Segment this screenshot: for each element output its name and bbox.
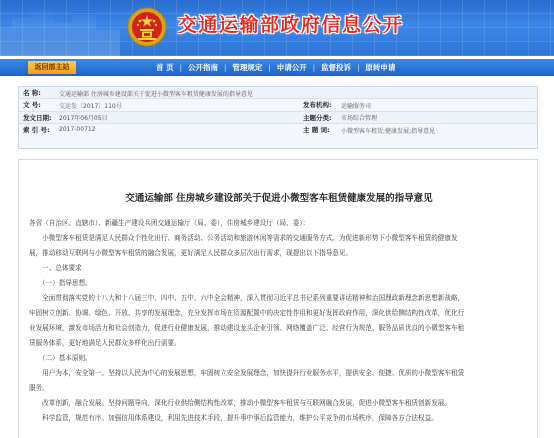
meta-value-keywords: 小微型客车租赁;健康发展;指导意见: [341, 127, 436, 135]
nav-item-apply[interactable]: 申请公开: [276, 63, 307, 72]
return-home-link[interactable]: 返回部主站: [28, 61, 76, 74]
nav-separator: |: [312, 63, 316, 72]
meta-value-topic: 市场综合管理: [341, 115, 378, 123]
nav-item-complaints[interactable]: 监督投诉: [321, 63, 352, 72]
nav-separator: |: [179, 63, 182, 72]
article-paragraph: 小微型客车租赁是满足人民群众个性化出行、商务活动、公务活动和旅游休闲等需求的交通服务方式。为促进新形势下小微型客车租赁的健康发: [29, 234, 458, 242]
nav-separator: |: [357, 63, 360, 72]
article-paragraph: 业发展环境，激发市场活力和社会创造力，促进行业健康发展，推动建设龙头企业引领、网络覆盖广泛、经营行为规范、服务品质优良的小微型客车租: [29, 324, 465, 332]
meta-row-name: [19, 87, 537, 99]
article-paragraph: 全面贯彻落实党的十八大和十八届三中、四中、五中、六中全会精神，深入贯彻习近平总书记系列重要讲话精神和治国理政新理念新思想新战略，: [29, 294, 465, 302]
meta-value-issuer: 运输服务司: [341, 102, 372, 110]
document-meta-table: [18, 86, 538, 149]
article-paragraph: 展，推动移动互联网与小微型客车租赁的融合发展，更好满足人民群众多层次出行需求，现提出以下指导意见。: [29, 249, 353, 257]
meta-label-name: 名 称:: [23, 89, 41, 97]
article-paragraph: 各省（自治区、直辖市）、新疆生产建设兵团交通运输厅（局、委），住房城乡建设厅（局、委）：: [29, 219, 310, 227]
meta-row-docno: [19, 99, 537, 111]
nav-separator: |: [223, 63, 227, 72]
meta-label-keywords: 主 题 词:: [303, 126, 330, 135]
nav-items: [150, 59, 401, 76]
article-paragraph: 赁服务体系，更好地满足人民群众多样化出行需要。: [29, 339, 181, 347]
article-paragraph: 改革创新，融合发展。坚持问题导向，深化行业供给侧结构性改革，推动小微型客车租赁与互联网融合发展，促进小微型客车租赁创新发展。: [29, 399, 451, 407]
meta-row-index: [19, 124, 537, 136]
site-title: 交通运输部政府信息公开: [178, 14, 404, 36]
article-paragraph: （二）基本原则。: [29, 354, 92, 362]
nav-item-home[interactable]: 首 页: [156, 63, 174, 72]
meta-label-index: 索 引 号:: [23, 126, 50, 135]
meta-label-issuer: 发布机构:: [303, 101, 332, 110]
meta-label-date: 发文日期:: [23, 113, 52, 122]
article-paragraph: 科学监管，规范有序。加强信用体系建设，利用先进技术手段，提升事中事后监管能力，维护公平竞争的市场秩序，保障各方合法权益。: [29, 414, 438, 422]
meta-row-date: [19, 112, 537, 124]
nav-item-regulations[interactable]: 管理规定: [232, 63, 263, 72]
meta-value-docno: 交运发〔2017〕110号: [59, 102, 122, 110]
nav-separator: |: [268, 63, 271, 72]
meta-value-date: 2017年06月05日: [59, 115, 108, 123]
national-emblem-icon: [127, 7, 167, 47]
meta-value-name: 交通运输部 住房城乡建设部关于促进小微型客车租赁健康发展的指导意见: [59, 90, 253, 98]
main-nav: [0, 59, 554, 76]
site-banner: [0, 0, 554, 56]
nav-item-guide[interactable]: 公开指南: [187, 63, 218, 72]
article-paragraph: （一）指导思想。: [29, 279, 92, 287]
article-paragraph: 用户为本，安全第一。坚持以人民为中心的发展思想，牢固树立安全发展理念，加快提升行业服务水平，提供安全、便捷、优质的小微型客车租赁: [29, 369, 465, 377]
article-paragraph: 服务。: [29, 384, 49, 392]
meta-label-topic: 主题分类:: [303, 113, 332, 122]
article-paragraph: 一、总体要求: [29, 264, 82, 272]
meta-value-index: 2017-00712: [59, 125, 96, 133]
article-paragraph: 牢固树立创新、协调、绿色、开放、共享的发展理念，充分发挥市场在资源配置中的决定性作用和更好发挥政府作用，深化供给侧结构性改革，优化行: [29, 309, 465, 317]
meta-label-docno: 文 号:: [23, 101, 41, 110]
article-title: 交通运输部 住房城乡建设部关于促进小微型客车租赁健康发展的指导意见: [125, 193, 433, 204]
article-body: [18, 159, 538, 438]
nav-item-transfer[interactable]: 原转申请: [365, 63, 396, 72]
